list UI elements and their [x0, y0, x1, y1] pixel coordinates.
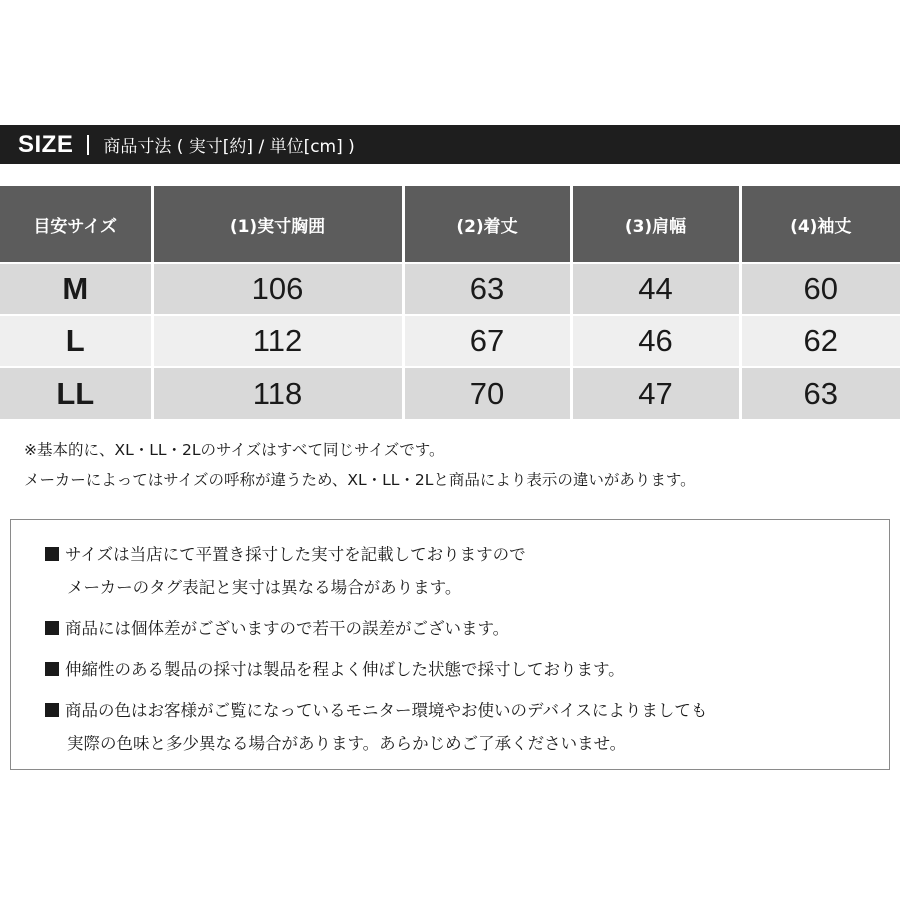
- info-item-text: 伸縮性のある製品の採寸は製品を程よく伸ばした状態で採寸しております。: [65, 660, 625, 679]
- bullet-square-icon: [45, 703, 59, 717]
- info-item-text: サイズは当店にて平置き採寸した実寸を記載しておりますので: [65, 545, 526, 564]
- length-cell: 70: [403, 367, 571, 419]
- sleeve-cell: 60: [740, 263, 900, 315]
- table-row: [0, 263, 900, 315]
- table-header-row: [0, 186, 900, 263]
- size-title: SIZE: [18, 130, 74, 158]
- info-item-text: 商品の色はお客様がご覧になっているモニター環境やお使いのデバイスによりましても: [65, 701, 708, 720]
- size-notes: [24, 435, 696, 495]
- header-separator: [87, 135, 89, 155]
- bullet-square-icon: [45, 547, 59, 561]
- info-item-continuation: メーカーのタグ表記と実寸は異なる場合があります。: [67, 578, 462, 597]
- info-item-continuation: 実際の色味と多少異なる場合があります。あらかじめご了承くださいませ。: [67, 734, 627, 753]
- sleeve-cell: 63: [740, 367, 900, 419]
- info-item: [45, 694, 889, 760]
- size-label-cell: LL: [0, 367, 152, 419]
- info-box: [10, 519, 890, 770]
- column-header-chest: (1)実寸胸囲: [152, 186, 403, 263]
- info-item: [45, 612, 889, 645]
- shoulder-cell: 46: [571, 315, 740, 367]
- size-subtitle: 商品寸法 ( 実寸[約] / 単位[cm] ): [103, 137, 355, 157]
- sleeve-cell: 62: [740, 315, 900, 367]
- column-header-size: 目安サイズ: [0, 186, 152, 263]
- chest-cell: 106: [152, 263, 403, 315]
- length-cell: 67: [403, 315, 571, 367]
- size-label-cell: L: [0, 315, 152, 367]
- size-label-cell: M: [0, 263, 152, 315]
- info-item: [45, 653, 889, 686]
- info-item-text: 商品には個体差がございますので若干の誤差がございます。: [65, 619, 510, 638]
- bullet-square-icon: [45, 662, 59, 676]
- chest-cell: 118: [152, 367, 403, 419]
- bullet-square-icon: [45, 621, 59, 635]
- table-row: [0, 315, 900, 367]
- size-table: [0, 186, 900, 419]
- info-item: [45, 538, 889, 604]
- length-cell: 63: [403, 263, 571, 315]
- column-header-length: (2)着丈: [403, 186, 571, 263]
- size-header-bar: [0, 125, 900, 164]
- shoulder-cell: 47: [571, 367, 740, 419]
- chest-cell: 112: [152, 315, 403, 367]
- shoulder-cell: 44: [571, 263, 740, 315]
- column-header-shoulder: (3)肩幅: [571, 186, 740, 263]
- table-row: [0, 367, 900, 419]
- column-header-sleeve: (4)袖丈: [740, 186, 900, 263]
- note-line: メーカーによってはサイズの呼称が違うため、XL・LL・2Lと商品により表示の違いがあります。: [24, 471, 696, 489]
- note-line: ※基本的に、XL・LL・2Lのサイズはすべて同じサイズです。: [24, 441, 445, 459]
